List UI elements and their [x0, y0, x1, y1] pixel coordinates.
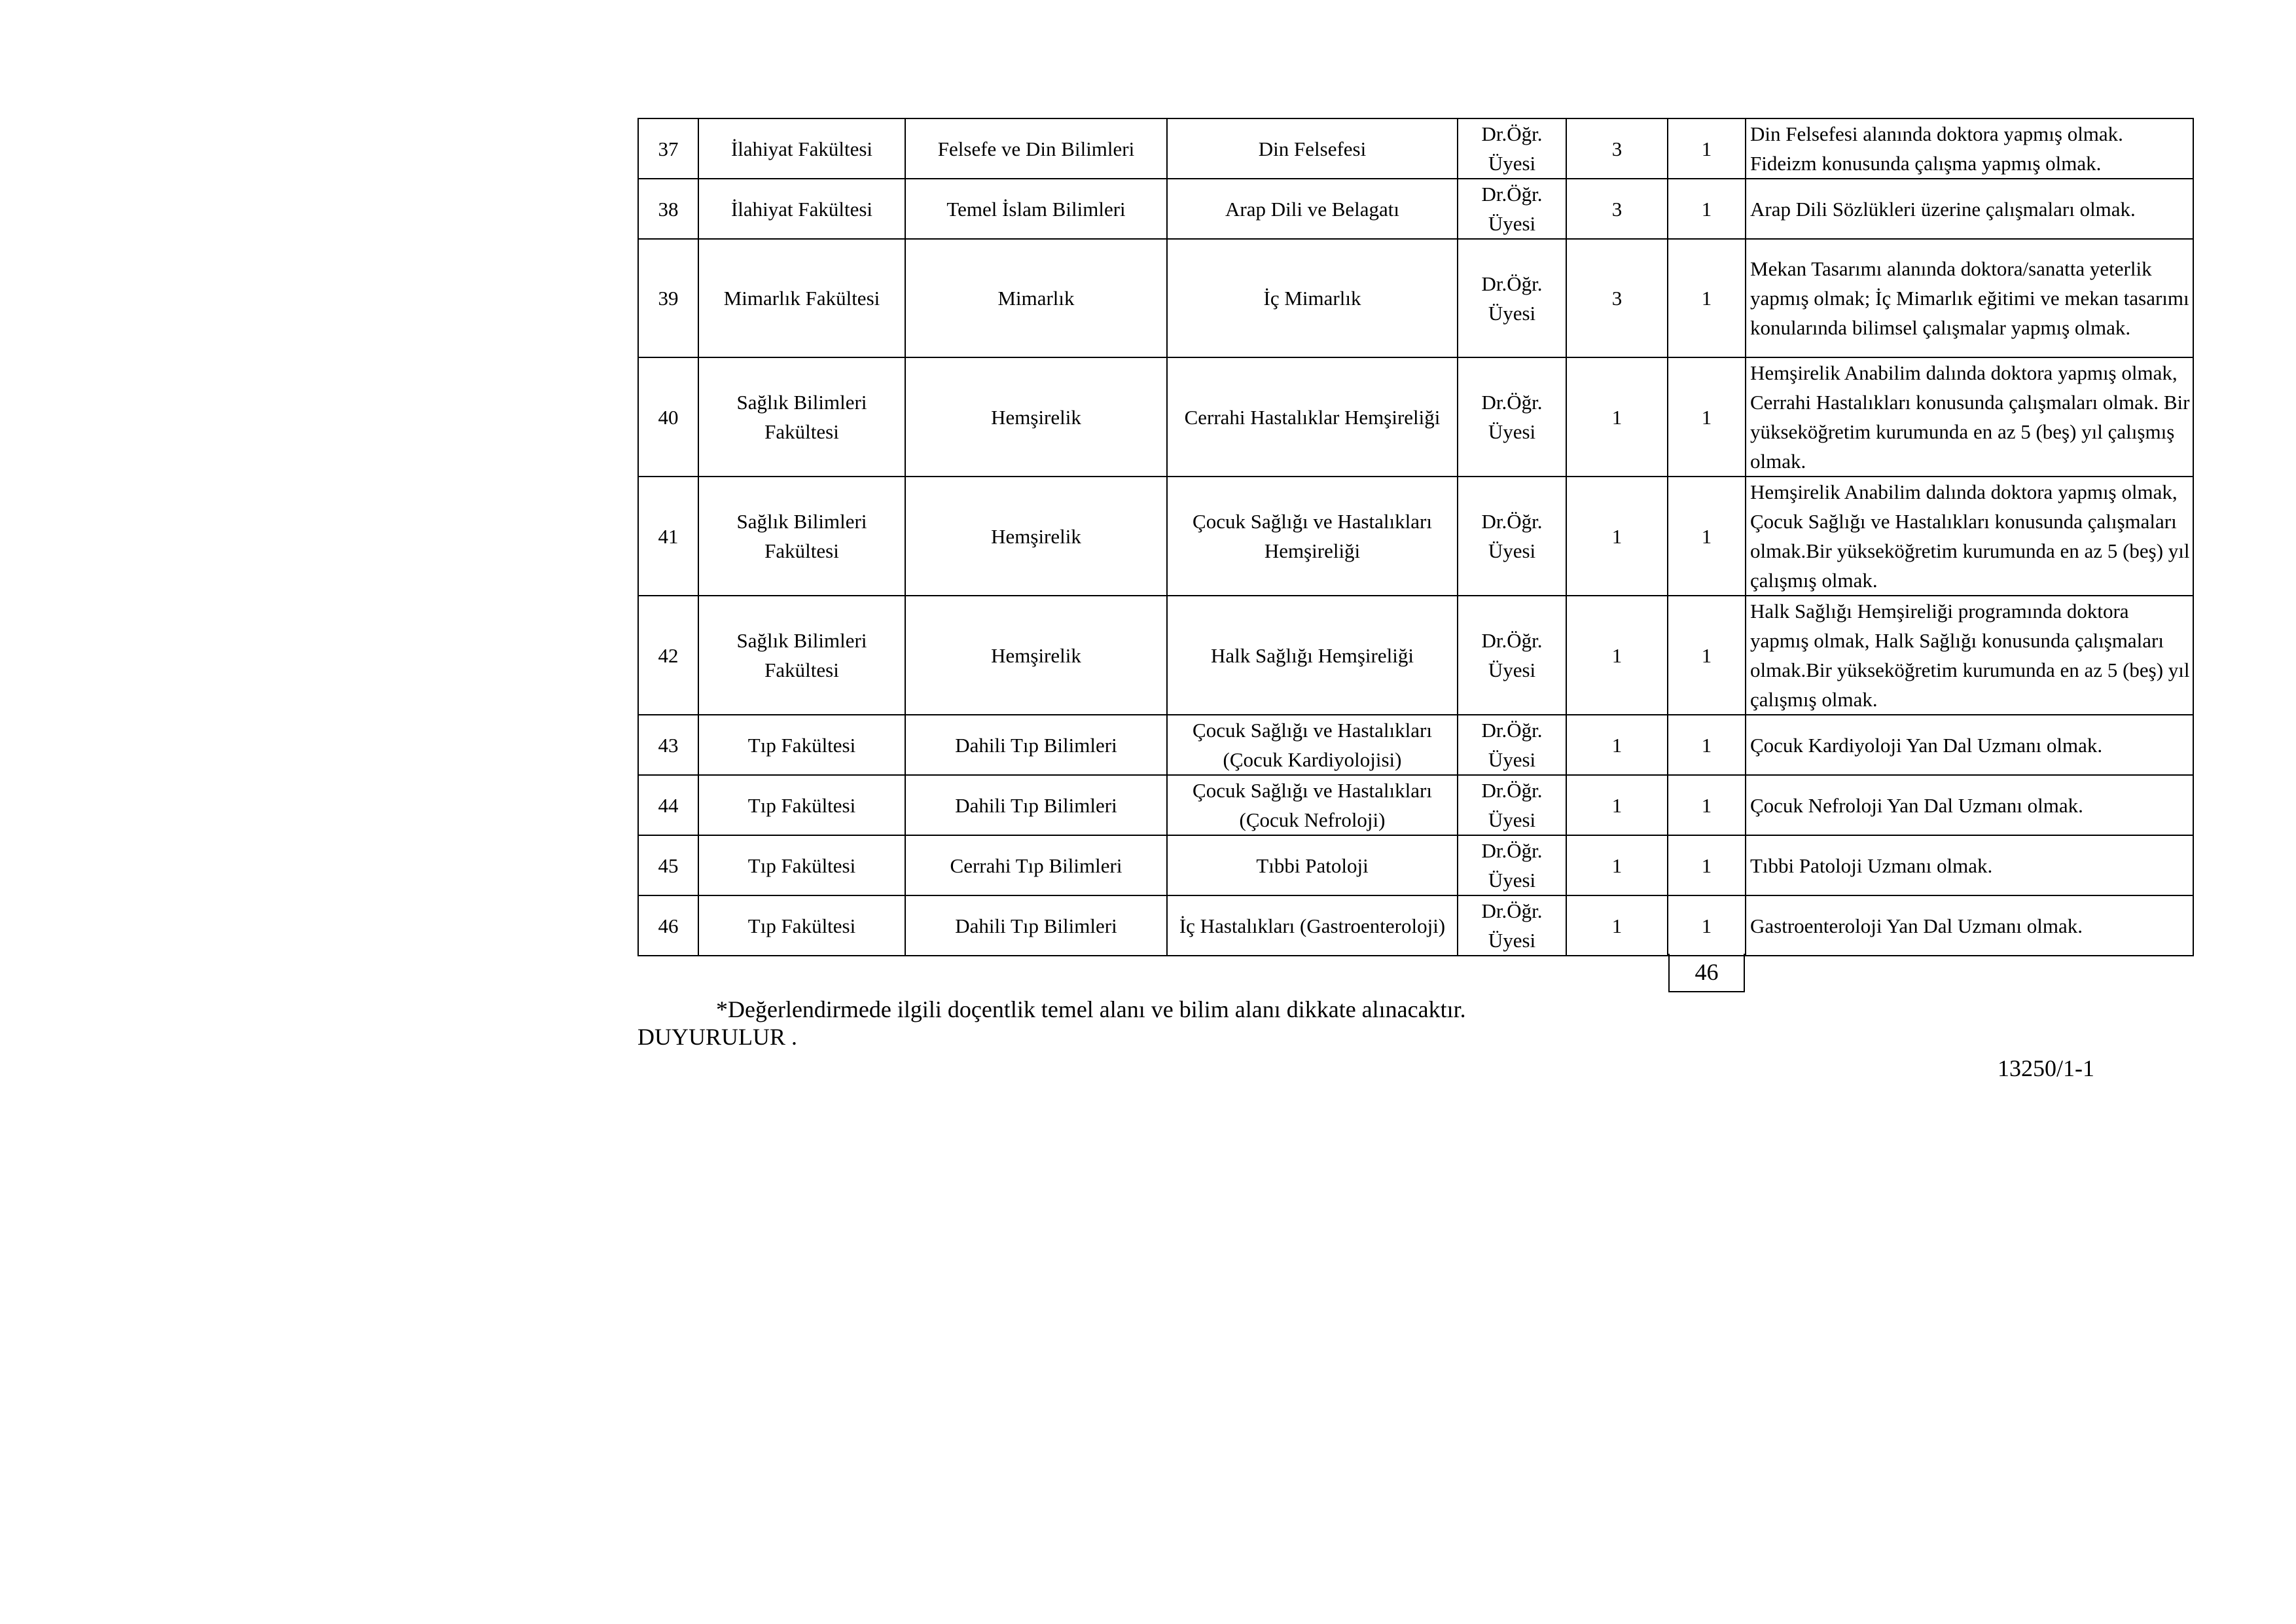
- department-cell: Hemşirelik: [905, 477, 1167, 596]
- row-number: 42: [638, 596, 698, 715]
- department-cell: Dahili Tıp Bilimleri: [905, 775, 1167, 835]
- count-cell: 1: [1668, 835, 1746, 895]
- table-row: [638, 357, 2193, 477]
- table-row: [638, 775, 2193, 835]
- field-cell: Çocuk Sağlığı ve Hastalıkları Hemşireliği: [1167, 477, 1458, 596]
- department-cell: Dahili Tıp Bilimleri: [905, 895, 1167, 956]
- department-cell: Temel İslam Bilimleri: [905, 179, 1167, 239]
- title-cell: Dr.Öğr. Üyesi: [1458, 118, 1566, 179]
- department-cell: Hemşirelik: [905, 357, 1167, 477]
- row-number: 38: [638, 179, 698, 239]
- count-cell: 1: [1668, 715, 1746, 775]
- field-cell: Çocuk Sağlığı ve Hastalıkları (Çocuk Kardiyolojisi): [1167, 715, 1458, 775]
- requirement-cell: Çocuk Kardiyoloji Yan Dal Uzmanı olmak.: [1746, 715, 2193, 775]
- faculty-cell: Sağlık Bilimleri Fakültesi: [698, 596, 905, 715]
- level-cell: 3: [1566, 118, 1668, 179]
- department-cell: Mimarlık: [905, 239, 1167, 357]
- level-cell: 1: [1566, 596, 1668, 715]
- document-code: 13250/1-1: [1998, 1055, 2094, 1081]
- faculty-cell: Tıp Fakültesi: [698, 895, 905, 956]
- field-cell: İç Hastalıkları (Gastroenteroloji): [1167, 895, 1458, 956]
- requirement-cell: Tıbbi Patoloji Uzmanı olmak.: [1746, 835, 2193, 895]
- position-listing-table: [637, 118, 2194, 956]
- faculty-cell: Tıp Fakültesi: [698, 775, 905, 835]
- table-row: [638, 835, 2193, 895]
- title-cell: Dr.Öğr. Üyesi: [1458, 895, 1566, 956]
- row-number: 44: [638, 775, 698, 835]
- count-cell: 1: [1668, 775, 1746, 835]
- table-row: [638, 179, 2193, 239]
- requirement-cell: Mekan Tasarımı alanında doktora/sanatta yeterlik yapmış olmak; İç Mimarlık eğitimi ve mekan tasarımı konularında bilimsel çalışmalar yapmış olmak.: [1746, 239, 2193, 357]
- table-row: [638, 239, 2193, 357]
- title-cell: Dr.Öğr. Üyesi: [1458, 596, 1566, 715]
- count-cell: 1: [1668, 596, 1746, 715]
- field-cell: Tıbbi Patoloji: [1167, 835, 1458, 895]
- announcement-text: DUYURULUR .: [637, 1024, 798, 1050]
- field-cell: Din Felsefesi: [1167, 118, 1458, 179]
- table-row: [638, 715, 2193, 775]
- title-cell: Dr.Öğr. Üyesi: [1458, 179, 1566, 239]
- count-cell: 1: [1668, 118, 1746, 179]
- title-cell: Dr.Öğr. Üyesi: [1458, 357, 1566, 477]
- level-cell: 1: [1566, 357, 1668, 477]
- requirement-cell: Gastroenteroloji Yan Dal Uzmanı olmak.: [1746, 895, 2193, 956]
- table-row: [638, 895, 2193, 956]
- faculty-cell: Sağlık Bilimleri Fakültesi: [698, 357, 905, 477]
- field-cell: Çocuk Sağlığı ve Hastalıkları (Çocuk Nefroloji): [1167, 775, 1458, 835]
- table-row: [638, 118, 2193, 179]
- faculty-cell: İlahiyat Fakültesi: [698, 179, 905, 239]
- level-cell: 1: [1566, 775, 1668, 835]
- level-cell: 1: [1566, 715, 1668, 775]
- field-cell: Halk Sağlığı Hemşireliği: [1167, 596, 1458, 715]
- department-cell: Felsefe ve Din Bilimleri: [905, 118, 1167, 179]
- row-number: 43: [638, 715, 698, 775]
- faculty-cell: Tıp Fakültesi: [698, 835, 905, 895]
- requirement-cell: Din Felsefesi alanında doktora yapmış olmak. Fideizm konusunda çalışma yapmış olmak.: [1746, 118, 2193, 179]
- department-cell: Dahili Tıp Bilimleri: [905, 715, 1167, 775]
- requirement-cell: Halk Sağlığı Hemşireliği programında doktora yapmış olmak, Halk Sağlığı konusunda çalışmaları olmak.Bir yükseköğretim kurumunda en az 5 (beş) yıl çalışmış olmak.: [1746, 596, 2193, 715]
- count-cell: 1: [1668, 477, 1746, 596]
- requirement-cell: Çocuk Nefroloji Yan Dal Uzmanı olmak.: [1746, 775, 2193, 835]
- row-number: 37: [638, 118, 698, 179]
- level-cell: 1: [1566, 835, 1668, 895]
- row-number: 39: [638, 239, 698, 357]
- count-cell: 1: [1668, 239, 1746, 357]
- table-row: [638, 596, 2193, 715]
- count-cell: 1: [1668, 357, 1746, 477]
- row-number: 41: [638, 477, 698, 596]
- faculty-cell: Sağlık Bilimleri Fakültesi: [698, 477, 905, 596]
- footnote: *Değerlendirmede ilgili doçentlik temel alanı ve bilim alanı dikkate alınacaktır.: [716, 996, 1466, 1022]
- level-cell: 3: [1566, 239, 1668, 357]
- count-cell: 1: [1668, 895, 1746, 956]
- department-cell: Hemşirelik: [905, 596, 1167, 715]
- title-cell: Dr.Öğr. Üyesi: [1458, 835, 1566, 895]
- count-cell: 1: [1668, 179, 1746, 239]
- requirement-cell: Arap Dili Sözlükleri üzerine çalışmaları olmak.: [1746, 179, 2193, 239]
- level-cell: 1: [1566, 477, 1668, 596]
- row-number: 46: [638, 895, 698, 956]
- title-cell: Dr.Öğr. Üyesi: [1458, 239, 1566, 357]
- table-row: [638, 477, 2193, 596]
- title-cell: Dr.Öğr. Üyesi: [1458, 775, 1566, 835]
- faculty-cell: Mimarlık Fakültesi: [698, 239, 905, 357]
- total-count-cell: 46: [1668, 954, 1745, 992]
- row-number: 45: [638, 835, 698, 895]
- requirement-cell: Hemşirelik Anabilim dalında doktora yapmış olmak, Çocuk Sağlığı ve Hastalıkları konusunda çalışmaları olmak.Bir yükseköğretim kurumunda en az 5 (beş) yıl çalışmış olmak.: [1746, 477, 2193, 596]
- field-cell: Cerrahi Hastalıklar Hemşireliği: [1167, 357, 1458, 477]
- field-cell: İç Mimarlık: [1167, 239, 1458, 357]
- level-cell: 1: [1566, 895, 1668, 956]
- field-cell: Arap Dili ve Belagatı: [1167, 179, 1458, 239]
- row-number: 40: [638, 357, 698, 477]
- title-cell: Dr.Öğr. Üyesi: [1458, 477, 1566, 596]
- faculty-cell: İlahiyat Fakültesi: [698, 118, 905, 179]
- faculty-cell: Tıp Fakültesi: [698, 715, 905, 775]
- title-cell: Dr.Öğr. Üyesi: [1458, 715, 1566, 775]
- requirement-cell: Hemşirelik Anabilim dalında doktora yapmış olmak, Cerrahi Hastalıkları konusunda çalışmaları olmak. Bir yükseköğretim kurumunda en az 5 (beş) yıl çalışmış olmak.: [1746, 357, 2193, 477]
- level-cell: 3: [1566, 179, 1668, 239]
- department-cell: Cerrahi Tıp Bilimleri: [905, 835, 1167, 895]
